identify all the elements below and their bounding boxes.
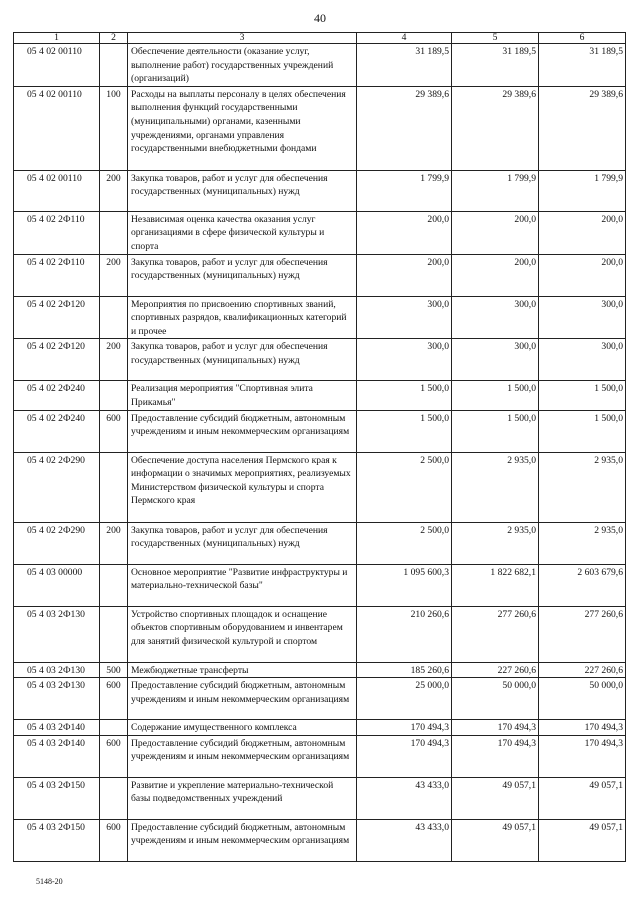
row-name: Устройство спортивных площадок и оснащение объектов спортивным оборудованием и инвентарем для занятий физической культурой и спортом bbox=[128, 606, 357, 662]
row-name: Межбюджетные трансферты bbox=[128, 662, 357, 678]
row-expense-type: 200 bbox=[100, 254, 128, 296]
row-name: Закупка товаров, работ и услуг для обеспечения государственных (муниципальных) нужд bbox=[128, 522, 357, 564]
table-body bbox=[14, 44, 626, 862]
table-row bbox=[14, 254, 626, 296]
row-expense-type: 100 bbox=[100, 86, 128, 170]
row-value-col5: 300,0 bbox=[452, 339, 539, 381]
row-value-col5: 1 822 682,1 bbox=[452, 564, 539, 606]
row-value-col6: 2 603 679,6 bbox=[539, 564, 626, 606]
column-header: 5 bbox=[452, 33, 539, 44]
row-name: Закупка товаров, работ и услуг для обеспечения государственных (муниципальных) нужд bbox=[128, 254, 357, 296]
row-value-col4: 25 000,0 bbox=[357, 678, 452, 720]
row-value-col6: 50 000,0 bbox=[539, 678, 626, 720]
row-expense-type: 600 bbox=[100, 410, 128, 452]
row-value-col4: 43 433,0 bbox=[357, 819, 452, 861]
row-value-col5: 227 260,6 bbox=[452, 662, 539, 678]
row-name: Обеспечение доступа населения Пермского края к информации о значимых мероприятиях, реализуемых Министерством физической культуры и спорта Пермского края bbox=[128, 452, 357, 522]
row-expense-type bbox=[100, 211, 128, 254]
row-value-col4: 300,0 bbox=[357, 339, 452, 381]
table-row bbox=[14, 170, 626, 211]
row-expense-type bbox=[100, 606, 128, 662]
row-value-col6: 2 935,0 bbox=[539, 452, 626, 522]
row-expense-type bbox=[100, 777, 128, 819]
budget-table bbox=[13, 32, 626, 862]
table-row bbox=[14, 606, 626, 662]
row-value-col4: 300,0 bbox=[357, 296, 452, 339]
row-value-col4: 29 389,6 bbox=[357, 86, 452, 170]
row-value-col5: 49 057,1 bbox=[452, 819, 539, 861]
row-value-col6: 170 494,3 bbox=[539, 735, 626, 777]
table-row bbox=[14, 777, 626, 819]
row-expense-type: 600 bbox=[100, 678, 128, 720]
table-row bbox=[14, 44, 626, 87]
row-value-col4: 1 095 600,3 bbox=[357, 564, 452, 606]
row-name: Развитие и укрепление материально-технической базы подведомственных учреждений bbox=[128, 777, 357, 819]
table-row bbox=[14, 410, 626, 452]
row-code: 05 4 03 2Ф150 bbox=[14, 777, 100, 819]
row-code: 05 4 03 2Ф140 bbox=[14, 735, 100, 777]
row-value-col4: 200,0 bbox=[357, 211, 452, 254]
row-value-col4: 31 189,5 bbox=[357, 44, 452, 87]
row-code: 05 4 02 2Ф120 bbox=[14, 296, 100, 339]
row-code: 05 4 02 2Ф120 bbox=[14, 339, 100, 381]
row-value-col5: 2 935,0 bbox=[452, 522, 539, 564]
row-name: Закупка товаров, работ и услуг для обеспечения государственных (муниципальных) нужд bbox=[128, 170, 357, 211]
column-header: 3 bbox=[128, 33, 357, 44]
row-value-col5: 1 500,0 bbox=[452, 410, 539, 452]
row-value-col5: 50 000,0 bbox=[452, 678, 539, 720]
row-expense-type: 200 bbox=[100, 522, 128, 564]
row-value-col6: 227 260,6 bbox=[539, 662, 626, 678]
table-header-row bbox=[14, 33, 626, 44]
row-value-col4: 2 500,0 bbox=[357, 452, 452, 522]
row-value-col4: 185 260,6 bbox=[357, 662, 452, 678]
row-code: 05 4 02 2Ф240 bbox=[14, 410, 100, 452]
row-expense-type bbox=[100, 44, 128, 87]
row-code: 05 4 03 2Ф130 bbox=[14, 606, 100, 662]
row-value-col6: 200,0 bbox=[539, 254, 626, 296]
row-value-col6: 1 500,0 bbox=[539, 410, 626, 452]
row-expense-type: 200 bbox=[100, 339, 128, 381]
row-code: 05 4 02 00110 bbox=[14, 86, 100, 170]
table-row bbox=[14, 211, 626, 254]
row-value-col4: 170 494,3 bbox=[357, 735, 452, 777]
column-header: 2 bbox=[100, 33, 128, 44]
row-expense-type: 500 bbox=[100, 662, 128, 678]
row-value-col4: 1 500,0 bbox=[357, 381, 452, 410]
column-header: 4 bbox=[357, 33, 452, 44]
column-header: 6 bbox=[539, 33, 626, 44]
row-name: Содержание имущественного комплекса bbox=[128, 720, 357, 736]
footer-code: 5148-20 bbox=[36, 877, 63, 886]
row-name: Независимая оценка качества оказания услуг организациями в сфере физической культуры и спорта bbox=[128, 211, 357, 254]
row-value-col5: 31 189,5 bbox=[452, 44, 539, 87]
row-code: 05 4 02 2Ф110 bbox=[14, 254, 100, 296]
row-value-col4: 200,0 bbox=[357, 254, 452, 296]
row-value-col6: 300,0 bbox=[539, 296, 626, 339]
row-code: 05 4 02 2Ф290 bbox=[14, 522, 100, 564]
row-value-col6: 2 935,0 bbox=[539, 522, 626, 564]
row-value-col6: 300,0 bbox=[539, 339, 626, 381]
table-row bbox=[14, 522, 626, 564]
row-expense-type bbox=[100, 452, 128, 522]
row-value-col4: 1 799,9 bbox=[357, 170, 452, 211]
row-code: 05 4 02 2Ф110 bbox=[14, 211, 100, 254]
row-code: 05 4 03 00000 bbox=[14, 564, 100, 606]
row-name: Расходы на выплаты персоналу в целях обеспечения выполнения функций государственными (муниципальными) органами, казенными учреждениями, органами управления государственными внебюджетными фондами bbox=[128, 86, 357, 170]
row-value-col6: 31 189,5 bbox=[539, 44, 626, 87]
row-expense-type bbox=[100, 381, 128, 410]
row-code: 05 4 03 2Ф130 bbox=[14, 678, 100, 720]
row-name: Реализация мероприятия "Спортивная элита Прикамья" bbox=[128, 381, 357, 410]
row-value-col5: 29 389,6 bbox=[452, 86, 539, 170]
row-value-col5: 277 260,6 bbox=[452, 606, 539, 662]
table-row bbox=[14, 452, 626, 522]
table-row bbox=[14, 662, 626, 678]
row-name: Мероприятия по присвоению спортивных званий, спортивных разрядов, квалификационных категорий и прочее bbox=[128, 296, 357, 339]
row-code: 05 4 03 2Ф140 bbox=[14, 720, 100, 736]
row-name: Основное мероприятие "Развитие инфраструктуры и материально-технической базы" bbox=[128, 564, 357, 606]
row-value-col5: 1 799,9 bbox=[452, 170, 539, 211]
table-row bbox=[14, 296, 626, 339]
table-row bbox=[14, 339, 626, 381]
row-code: 05 4 02 2Ф240 bbox=[14, 381, 100, 410]
column-header: 1 bbox=[14, 33, 100, 44]
row-name: Обеспечение деятельности (оказание услуг, выполнение работ) государственных учреждений (организаций) bbox=[128, 44, 357, 87]
row-value-col6: 29 389,6 bbox=[539, 86, 626, 170]
row-value-col6: 200,0 bbox=[539, 211, 626, 254]
table-row bbox=[14, 720, 626, 736]
table-row bbox=[14, 735, 626, 777]
row-expense-type bbox=[100, 564, 128, 606]
row-value-col5: 2 935,0 bbox=[452, 452, 539, 522]
table-row bbox=[14, 564, 626, 606]
row-code: 05 4 03 2Ф130 bbox=[14, 662, 100, 678]
row-expense-type bbox=[100, 296, 128, 339]
row-name: Предоставление субсидий бюджетным, автономным учреждениям и иным некоммерческим организациям bbox=[128, 819, 357, 861]
row-name: Предоставление субсидий бюджетным, автономным учреждениям и иным некоммерческим организациям bbox=[128, 410, 357, 452]
row-name: Предоставление субсидий бюджетным, автономным учреждениям и иным некоммерческим организациям bbox=[128, 735, 357, 777]
table-row bbox=[14, 819, 626, 861]
row-value-col5: 1 500,0 bbox=[452, 381, 539, 410]
row-value-col5: 300,0 bbox=[452, 296, 539, 339]
row-value-col6: 1 500,0 bbox=[539, 381, 626, 410]
row-name: Предоставление субсидий бюджетным, автономным учреждениям и иным некоммерческим организациям bbox=[128, 678, 357, 720]
row-expense-type: 600 bbox=[100, 735, 128, 777]
row-name: Закупка товаров, работ и услуг для обеспечения государственных (муниципальных) нужд bbox=[128, 339, 357, 381]
row-value-col6: 277 260,6 bbox=[539, 606, 626, 662]
row-value-col5: 170 494,3 bbox=[452, 735, 539, 777]
page-number: 40 bbox=[314, 11, 326, 25]
table-row bbox=[14, 678, 626, 720]
row-expense-type: 600 bbox=[100, 819, 128, 861]
row-expense-type bbox=[100, 720, 128, 736]
row-code: 05 4 03 2Ф150 bbox=[14, 819, 100, 861]
row-value-col4: 43 433,0 bbox=[357, 777, 452, 819]
row-value-col5: 200,0 bbox=[452, 211, 539, 254]
row-expense-type: 200 bbox=[100, 170, 128, 211]
row-value-col5: 170 494,3 bbox=[452, 720, 539, 736]
row-value-col6: 170 494,3 bbox=[539, 720, 626, 736]
row-value-col4: 170 494,3 bbox=[357, 720, 452, 736]
row-value-col5: 200,0 bbox=[452, 254, 539, 296]
row-code: 05 4 02 00110 bbox=[14, 44, 100, 87]
row-value-col5: 49 057,1 bbox=[452, 777, 539, 819]
row-value-col6: 1 799,9 bbox=[539, 170, 626, 211]
row-code: 05 4 02 00110 bbox=[14, 170, 100, 211]
table-row bbox=[14, 381, 626, 410]
table-row bbox=[14, 86, 626, 170]
row-value-col6: 49 057,1 bbox=[539, 819, 626, 861]
row-value-col4: 2 500,0 bbox=[357, 522, 452, 564]
row-value-col4: 210 260,6 bbox=[357, 606, 452, 662]
row-code: 05 4 02 2Ф290 bbox=[14, 452, 100, 522]
row-value-col6: 49 057,1 bbox=[539, 777, 626, 819]
row-value-col4: 1 500,0 bbox=[357, 410, 452, 452]
